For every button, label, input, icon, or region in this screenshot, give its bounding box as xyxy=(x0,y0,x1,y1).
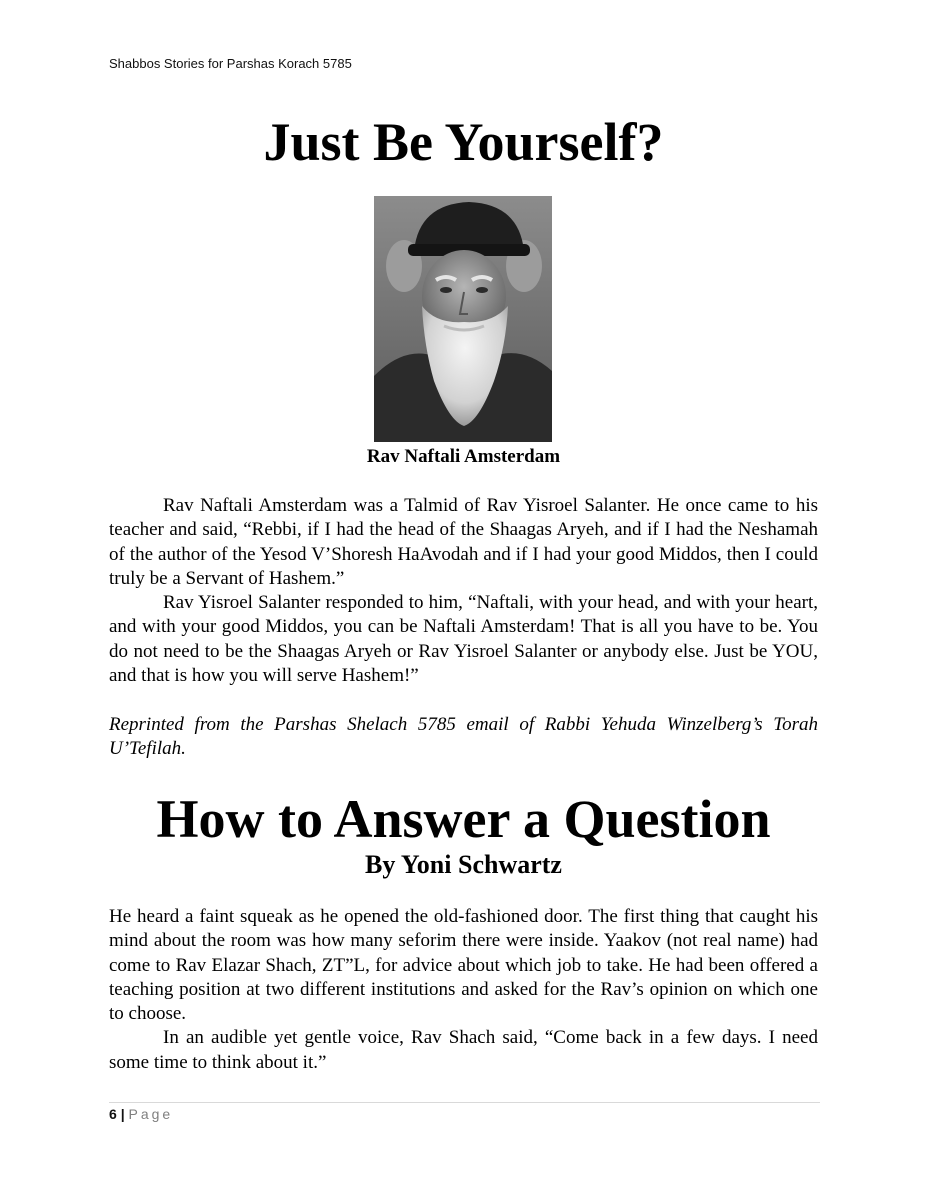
story-paragraph: Rav Naftali Amsterdam was a Talmid of Rav Yisroel Salanter. He once came to his teacher and said, “Rebbi, if I had the head of the Shaagas Aryeh, and if I had the Neshamah of the author of the Yesod V’Shoresh HaAvodah and if I had your good Middos, then I could truly be a Servant of Hashem.” xyxy=(109,495,818,589)
story-body xyxy=(109,905,818,1075)
story-paragraph: In an audible yet gentle voice, Rav Shach said, “Come back in a few days. I need some time to think about it.” xyxy=(109,1027,818,1073)
story-title: How to Answer a Question xyxy=(156,789,771,849)
author-byline: By Yoni Schwartz xyxy=(365,850,562,879)
portrait-photo xyxy=(374,196,552,442)
page-number: 6 xyxy=(109,1106,117,1122)
photo-caption: Rav Naftali Amsterdam xyxy=(366,446,561,467)
footer-separator: | xyxy=(120,1106,125,1122)
reprint-note: Reprinted from the Parshas Shelach 5785 email of Rabbi Yehuda Winzelberg’s Torah U’Tefilah. xyxy=(109,714,818,760)
page-label: Page xyxy=(128,1106,174,1122)
story-paragraph: He heard a faint squeak as he opened the old-fashioned door. The first thing that caught his mind about the room was how many seforim there were inside. Yaakov (not real name) had come to Rav Elazar Shach, ZT”L, for advice about which job to take. He had been offered a teaching position at two different institutions and asked for the Rav’s opinion on which one to choose. xyxy=(109,906,818,1025)
story-body xyxy=(109,494,818,688)
story-title: Just Be Yourself? xyxy=(263,112,664,172)
portrait-photo-icon xyxy=(374,196,552,442)
story-paragraph: Rav Yisroel Salanter responded to him, “Naftali, with your head, and with your heart, and with your good Middos, you can be Naftali Amsterdam! That is all you have to be. You do not need to be the Shaagas Aryeh or Rav Yisroel Salanter or anybody else. Just be YOU, and that is how you will serve Hashem!” xyxy=(109,592,818,687)
footer-divider xyxy=(109,1102,820,1103)
running-header: Shabbos Stories for Parshas Korach 5785 xyxy=(109,56,352,71)
page-footer xyxy=(109,1106,173,1122)
